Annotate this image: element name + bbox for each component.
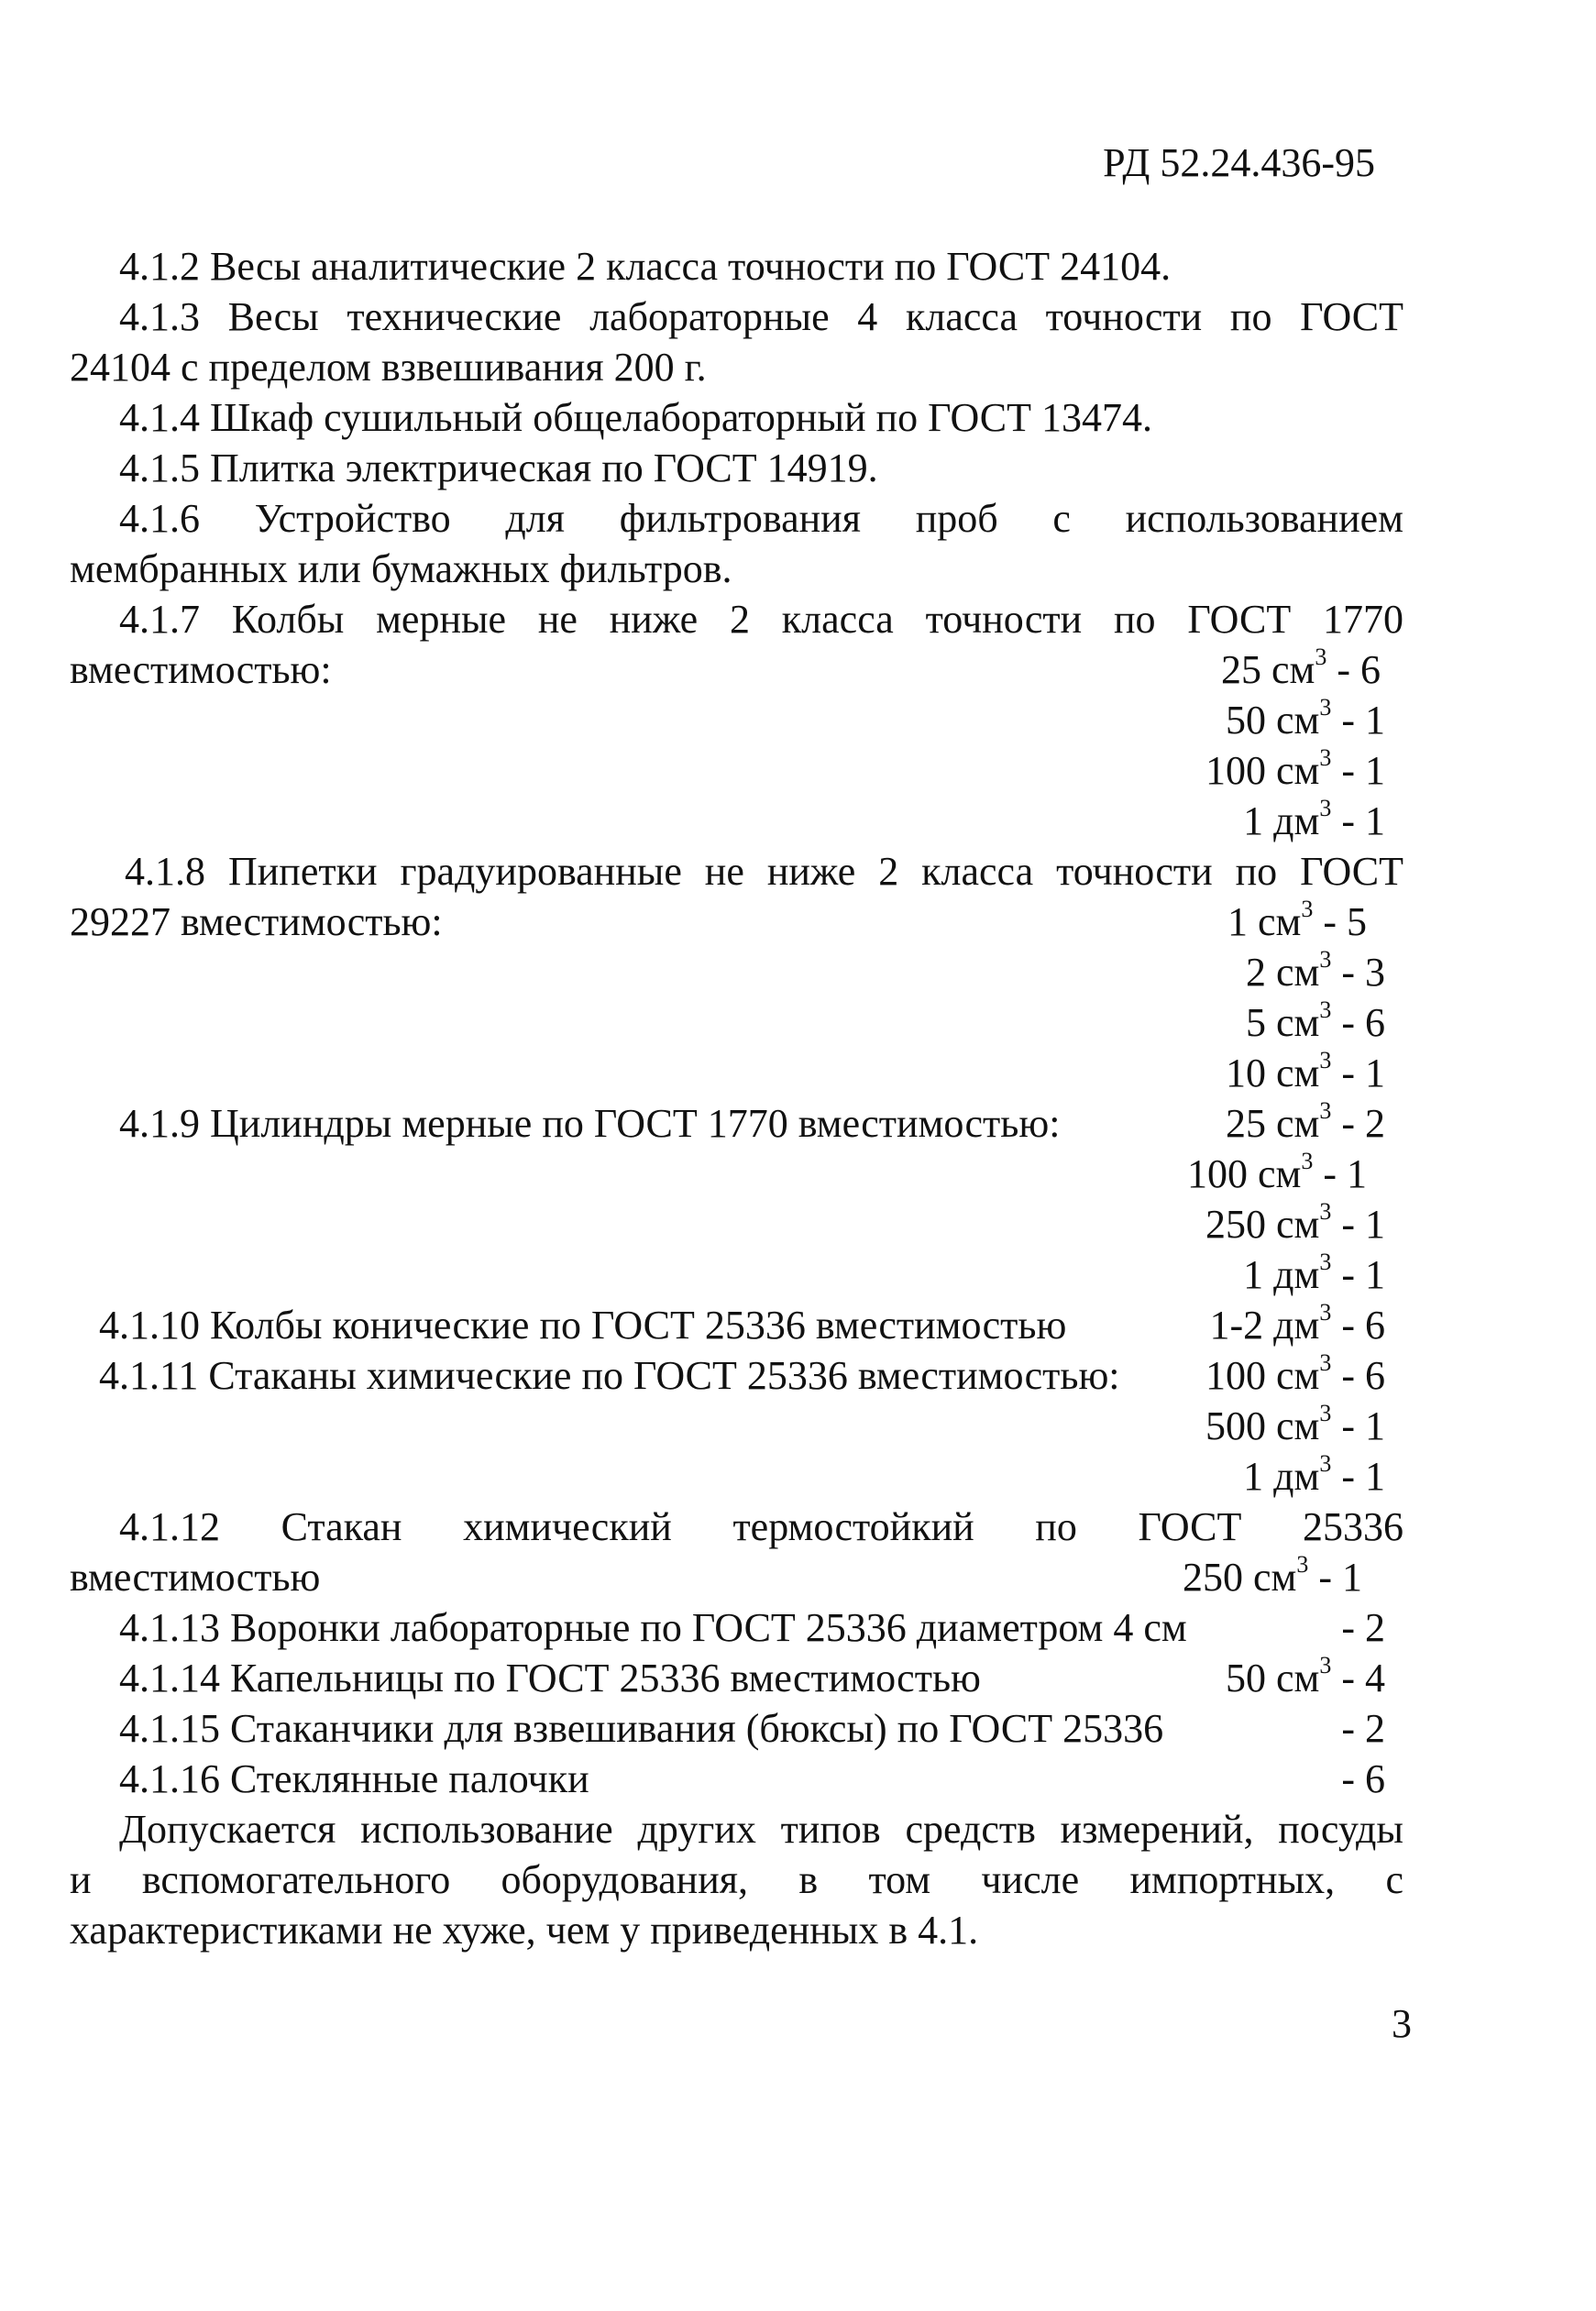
item-4-1-7-line-2: вместимостью: bbox=[70, 647, 332, 692]
volume-row: 500 $см^3 - 1$ bbox=[1205, 1400, 1385, 1448]
item-4-1-8-line-1: 4.1.8 Пипетки градуированные не ниже 2 класса точности по ГОСТ bbox=[125, 849, 1403, 894]
volume-row: 25 $см^3 - 2$ bbox=[1225, 1097, 1385, 1146]
note-line-1: Допускается использование других типов средств измерений, посуды bbox=[119, 1807, 1403, 1852]
document-code: РД 52.24.436-95 bbox=[1103, 140, 1375, 185]
volume-row: 1 $дм^3 - 1$ bbox=[1243, 1450, 1385, 1499]
volume-row: 1 $дм^3 - 1$ bbox=[1243, 1249, 1385, 1297]
item-4-1-12-line-2: вместимостью bbox=[70, 1555, 321, 1600]
note-line-2: и вспомогательного оборудования, в том числе импортных, с bbox=[70, 1857, 1403, 1902]
item-4-1-10: 4.1.10 Колбы конические по ГОСТ 25336 вместимостью bbox=[99, 1303, 1067, 1348]
volume-row: 2 $см^3 - 3$ bbox=[1245, 946, 1385, 995]
volume-row: 100 $см^3 - 6$ bbox=[1205, 1349, 1385, 1398]
note-line-3: характеристиками не хуже, чем у приведенных в 4.1. bbox=[70, 1908, 979, 1953]
item-4-1-11: 4.1.11 Стаканы химические по ГОСТ 25336 вместимостью: bbox=[99, 1353, 1120, 1398]
item-4-1-7-line-1: 4.1.7 Колбы мерные не ниже 2 класса точности по ГОСТ 1770 bbox=[119, 597, 1403, 642]
item-4-1-5: 4.1.5 Плитка электрическая по ГОСТ 14919. bbox=[119, 446, 878, 490]
quantity: - 6 bbox=[1341, 1756, 1385, 1801]
volume-row: 50 $см^3 - 1$ bbox=[1225, 694, 1385, 743]
volume-row: 1 $см^3 - 5$ bbox=[1227, 896, 1367, 944]
item-4-1-3-line-2: 24104 с пределом взвешивания 200 г. bbox=[70, 345, 707, 390]
page-number: 3 bbox=[1392, 2001, 1412, 2046]
item-4-1-3-line-1: 4.1.3 Весы технические лабораторные 4 класса точности по ГОСТ bbox=[119, 294, 1403, 339]
volume-row: 50 $см^3 - 4$ bbox=[1225, 1652, 1385, 1700]
item-4-1-16: 4.1.16 Стеклянные палочки bbox=[119, 1756, 589, 1801]
quantity: - 2 bbox=[1341, 1605, 1385, 1650]
volume-row: 1 $дм^3 - 1$ bbox=[1243, 795, 1385, 843]
item-4-1-12-line-1: 4.1.12 Стакан химический термостойкий по ГОСТ 25336 bbox=[119, 1504, 1403, 1549]
volume-row: 1-2 $дм^3 - 6$ bbox=[1209, 1299, 1385, 1348]
item-4-1-14: 4.1.14 Капельницы по ГОСТ 25336 вместимостью bbox=[119, 1656, 981, 1700]
item-4-1-6-line-2: мембранных или бумажных фильтров. bbox=[70, 546, 732, 591]
item-4-1-2: 4.1.2 Весы аналитические 2 класса точности по ГОСТ 24104. bbox=[119, 244, 1172, 289]
volume-row: 250 $см^3 - 1$ bbox=[1182, 1551, 1362, 1600]
item-4-1-9: 4.1.9 Цилиндры мерные по ГОСТ 1770 вместимостью: bbox=[119, 1101, 1061, 1146]
volume-row: 250 $см^3 - 1$ bbox=[1205, 1198, 1385, 1247]
item-4-1-8-line-2: 29227 вместимостью: bbox=[70, 899, 443, 944]
volume-row: 100 $см^3 - 1$ bbox=[1186, 1148, 1367, 1196]
quantity: - 2 bbox=[1341, 1706, 1385, 1751]
item-4-1-4: 4.1.4 Шкаф сушильный общелабораторный по ГОСТ 13474. bbox=[119, 395, 1152, 440]
item-4-1-15: 4.1.15 Стаканчики для взвешивания (бюксы) по ГОСТ 25336 bbox=[119, 1706, 1164, 1751]
volume-row: 5 $см^3 - 6$ bbox=[1245, 996, 1385, 1045]
item-4-1-6-line-1: 4.1.6 Устройство для фильтрования проб с использованием bbox=[119, 496, 1403, 541]
volume-row: 100 $см^3 - 1$ bbox=[1205, 744, 1385, 793]
volume-row: 10 $см^3 - 1$ bbox=[1225, 1047, 1385, 1095]
volume-row: 25 $см^3 - 6$ bbox=[1220, 644, 1381, 692]
item-4-1-13: 4.1.13 Воронки лабораторные по ГОСТ 25336 диаметром 4 см bbox=[119, 1605, 1187, 1650]
